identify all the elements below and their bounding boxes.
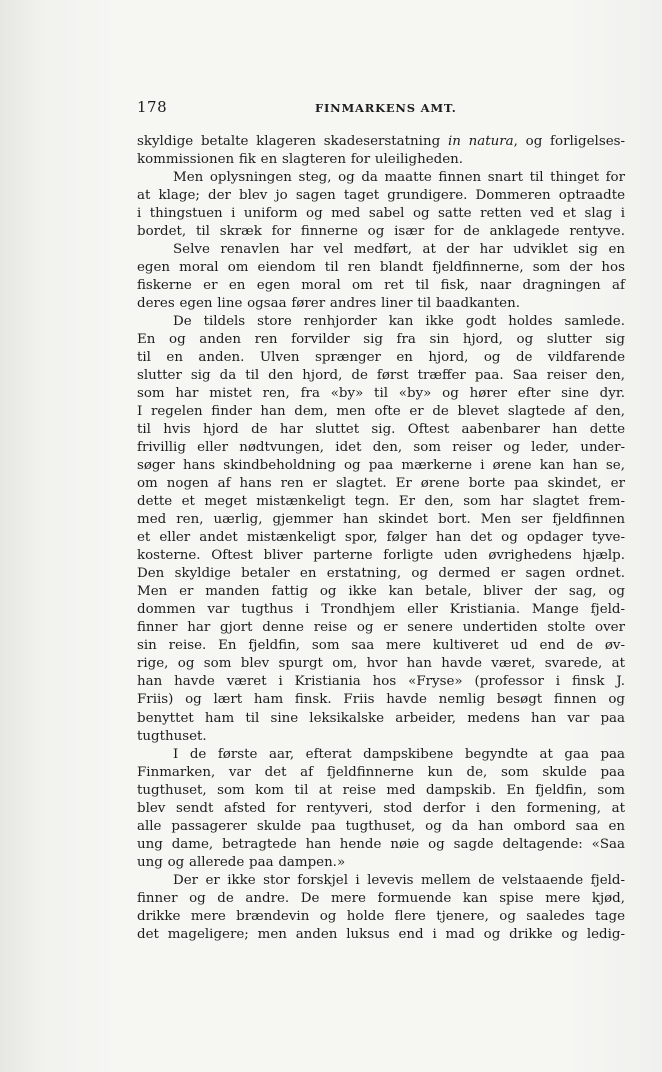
text-line: frivillig eller nødtvungen, idet den, som reiser og leder, under-: [137, 440, 625, 456]
text-line: Den skyldige betaler en erstatning, og dermed er sagen ordnet.: [137, 566, 625, 582]
text-line: rige, og som blev spurgt om, hvor han havde været, svarede, at: [137, 656, 625, 672]
text-line: i thingstuen i uniform og med sabel og satte retten ved et slag i: [137, 206, 625, 222]
text-line: finner og de andre. De mere formuende kan spise mere kjød,: [137, 890, 625, 906]
text-line: sin reise. En fjeldfin, som saa mere kultiveret ud end de øv-: [137, 638, 625, 654]
page-header: [137, 98, 625, 118]
text-line: ung og allerede paa dampen.»: [137, 854, 346, 870]
text-line: til en anden. Ulven sprænger en hjord, og de vildfarende: [137, 350, 625, 366]
text-line: som har mistet ren, fra «by» til «by» og hører efter sine dyr.: [137, 386, 625, 402]
text-line: dommen var tugthus i Trondhjem eller Kristiania. Mange fjeld-: [137, 602, 625, 618]
text-line: Finmarken, var det af fjeldfinnerne kun de, som skulde paa: [137, 764, 625, 780]
text-line: I regelen finder han dem, men ofte er de blevet slagtede af den,: [137, 404, 625, 420]
body-text: [137, 133, 625, 944]
text-line: finner har gjort denne reise og er senere undertiden stolte over: [137, 620, 625, 636]
text-line: skyldige betalte klageren skadeserstatning in natura, og forligelses-: [137, 134, 626, 149]
text-line: fiskerne er en egen moral om ret til fisk, naar dragningen af: [137, 278, 625, 294]
text-line: om nogen af hans ren er slagtet. Er ørene borte paa skindet, er: [137, 476, 625, 492]
page-number: 178: [137, 98, 168, 116]
text-line: En og anden ren forvilder sig fra sin hjord, og slutter sig: [137, 332, 625, 348]
text-line: dette et meget mistænkeligt tegn. Er den, som har slagtet frem-: [137, 494, 625, 510]
text-line: Friis) og lært ham finsk. Friis havde nemlig besøgt finnen og: [137, 692, 625, 708]
text-line: kommissionen fik en slagteren for uleiligheden.: [137, 152, 464, 168]
text-line: kosterne. Oftest bliver parterne forligte uden øvrighedens hjælp.: [137, 548, 625, 564]
text-line: tugthuset.: [137, 728, 207, 744]
text-line: et eller andet mistænkeligt spor, følger han det og opdager tyve-: [137, 530, 625, 546]
text-line: alle passagerer skulde paa tugthuset, og da han ombord saa en: [137, 818, 625, 834]
text-line: til hvis hjord de har sluttet sig. Oftest aabenbarer han dette: [137, 422, 625, 438]
text-line: ung dame, betragtede han hende nøie og sagde deltagende: «Saa: [137, 836, 625, 852]
text-line: søger hans skindbeholdning og paa mærkerne i ørene kan han se,: [137, 458, 625, 474]
text-line: I de første aar, efterat dampskibene begyndte at gaa paa: [173, 746, 625, 762]
text-line: han havde været i Kristiania hos «Fryse» (professor i finsk J.: [137, 674, 625, 690]
text-line: deres egen line ogsaa fører andres liner til baadkanten.: [137, 296, 520, 312]
text-line: blev sendt afsted for rentyveri, stod derfor i den formening, at: [137, 800, 625, 816]
text-line: med ren, uærlig, gjemmer han skindet bort. Men ser fjeldfinnen: [137, 512, 625, 528]
text-line: at klage; der blev jo sagen taget grundigere. Dommeren optraadte: [137, 188, 625, 204]
text-line: Men oplysningen steg, og da maatte finnen snart til thinget for: [173, 170, 625, 186]
text-line: De tildels store renhjorder kan ikke godt holdes samlede.: [173, 314, 625, 330]
text-line: det mageligere; men anden luksus end i mad og drikke og ledig-: [137, 926, 625, 942]
running-title: FINMARKENS AMT.: [315, 101, 457, 115]
text-line: bordet, til skræk for finnerne og især for de anklagede rentyve.: [137, 224, 625, 240]
text-line: egen moral om eiendom til ren blandt fjeldfinnerne, som der hos: [137, 260, 625, 276]
text-line: slutter sig da til den hjord, de først træffer paa. Saa reiser den,: [137, 368, 625, 384]
text-line: drikke mere brændevin og holde flere tjenere, og saaledes tage: [137, 908, 625, 924]
text-line: tugthuset, som kom til at reise med dampskib. En fjeldfin, som: [137, 782, 625, 798]
text-line: Selve renavlen har vel medført, at der har udviklet sig en: [173, 242, 625, 258]
text-line: Men er manden fattig og ikke kan betale, bliver der sag, og: [137, 584, 625, 600]
text-line: benyttet ham til sine leksikalske arbeider, medens han var paa: [137, 710, 625, 726]
text-line: Der er ikke stor forskjel i levevis mellem de velstaaende fjeld-: [173, 872, 625, 888]
